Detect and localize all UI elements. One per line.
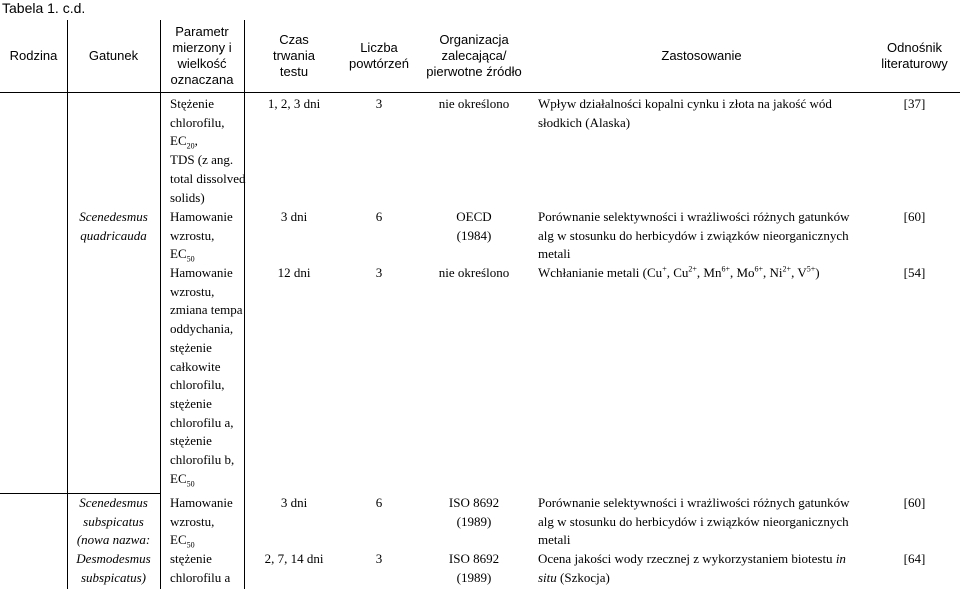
header-gatunek: Gatunek bbox=[88, 48, 139, 63]
ref-cell: [60] bbox=[903, 495, 926, 510]
liczba-cell: 6 bbox=[375, 209, 383, 224]
header-organizacja: Organizacja zalecająca/ pierwotne źródło bbox=[426, 32, 522, 79]
org-cell: OECD (1984) bbox=[456, 209, 492, 243]
header-liczba: Liczba powtórzeń bbox=[349, 40, 409, 71]
header-bottom-border bbox=[0, 92, 960, 93]
liczba-cell: 3 bbox=[375, 265, 383, 280]
header-rodzina: Rodzina bbox=[9, 48, 58, 63]
liczba-cell: 3 bbox=[375, 96, 383, 111]
header-parametr: Parametr mierzony i wielkość oznaczana bbox=[170, 24, 234, 87]
ref-cell: [54] bbox=[903, 265, 926, 280]
czas-cell: 1, 2, 3 dni bbox=[267, 96, 321, 111]
param-cell: Hamowanie wzrostu, zmiana tempa oddychania, stężenie całkowite chlorofilu, stężenie chlorofilu a, stężenie chlorofilu b, $EC_{50}$ bbox=[170, 265, 243, 489]
param-cell: stężenie chlorofilu a bbox=[170, 551, 231, 585]
zastosowanie-cell: Wpływ działalności kopalni cynku i złota na jakość wód słodkich (Alaska) bbox=[538, 96, 832, 130]
header-czas: Czas trwania testu bbox=[273, 32, 315, 79]
table-header bbox=[0, 20, 960, 92]
species-scenedesmus-subspicatus: Scenedesmus subspicatus (nowa nazwa: Desmodesmus subspicatus) bbox=[76, 495, 151, 585]
species-scenedesmus-quadricauda: Scenedesmus quadricauda bbox=[79, 209, 148, 243]
org-cell: nie określono bbox=[438, 96, 510, 111]
zastosowanie-cell: Porównanie selektywności i wrażliwości różnych gatunków alg w stosunku do herbicydów i związków nieorganicznych metali bbox=[538, 495, 850, 548]
column-divider bbox=[160, 20, 161, 589]
org-cell: nie określono bbox=[438, 265, 510, 280]
czas-cell: 3 dni bbox=[280, 495, 308, 510]
table-caption: Tabela 1. c.d. bbox=[2, 0, 86, 16]
header-odnosnik: Odnośnik literaturowy bbox=[881, 40, 948, 71]
ref-cell: [64] bbox=[903, 551, 926, 566]
czas-cell: 2, 7, 14 dni bbox=[264, 551, 324, 566]
ref-cell: [37] bbox=[903, 96, 926, 111]
param-cell: Hamowanie wzrostu, $EC_{50}$ bbox=[170, 209, 233, 264]
czas-cell: 3 dni bbox=[280, 209, 308, 224]
param-cell: Hamowanie wzrostu, $EC_{50}$ bbox=[170, 495, 233, 550]
zastosowanie-cell: Wchłanianie metali (Cu+, $Cu^{2+}$, $Mn^{6+}$, $Mo^{6+}$, $Ni^{2+}$, $V^{5+}$) bbox=[538, 264, 820, 280]
org-cell: ISO 8692 (1989) bbox=[448, 495, 500, 529]
header-zastosowanie: Zastosowanie bbox=[661, 48, 742, 63]
org-cell: ISO 8692 (1989) bbox=[448, 551, 500, 585]
ref-cell: [60] bbox=[903, 209, 926, 224]
liczba-cell: 6 bbox=[375, 495, 383, 510]
liczba-cell: 3 bbox=[375, 551, 383, 566]
czas-cell: 12 dni bbox=[277, 265, 311, 280]
zastosowanie-cell: Ocena jakości wody rzecznej z wykorzystaniem biotestu in situ (Szkocja) bbox=[538, 551, 846, 585]
zastosowanie-cell: Porównanie selektywności i wrażliwości różnych gatunków alg w stosunku do herbicydów i związków nieorganicznych metali bbox=[538, 209, 850, 262]
param-cell: Stężenie chlorofilu, $EC_{20}$, TDS (z ang. total dissolved solids) bbox=[170, 96, 246, 205]
